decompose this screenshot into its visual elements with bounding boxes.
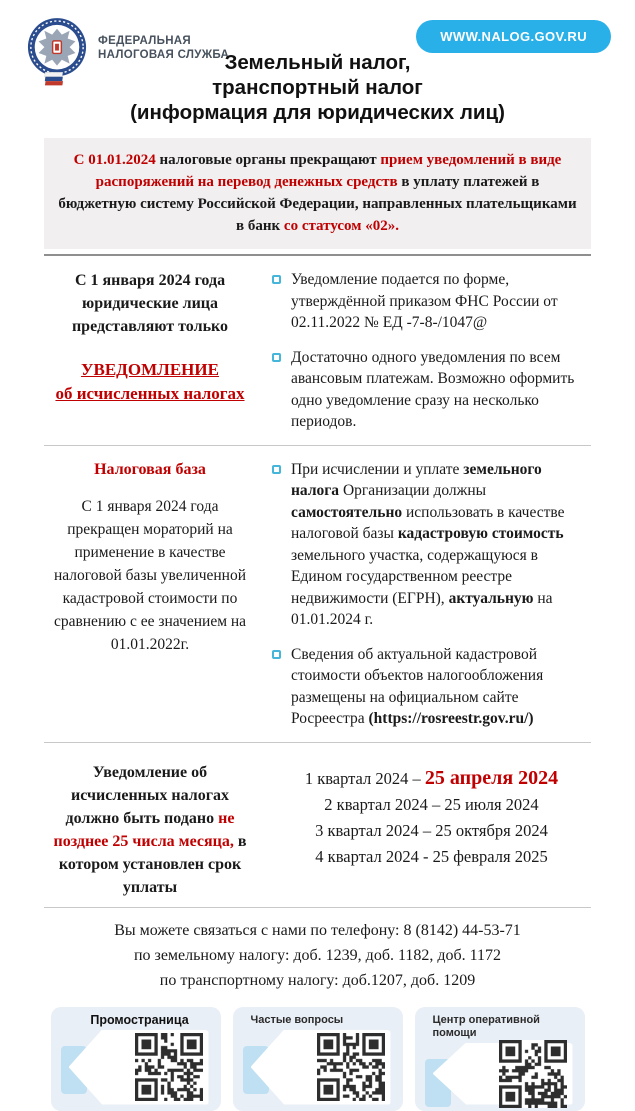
- tax-base-heading: Налоговая база: [94, 460, 206, 478]
- square-bullet-icon: [272, 465, 281, 474]
- qr-tag: [425, 1043, 575, 1105]
- qr-card-help-center: [415, 1007, 585, 1111]
- deadline-line: 3 квартал 2024 – 25 октября 2024: [315, 820, 548, 840]
- notice-banner: С 01.01.2024 налоговые органы прекращают прием уведомлений в виде распоряжений на перевод денежных средств в уплату платежей в бюджетную систему Российской Федерации, направленных плательщиками в банк со статусом «02».: [44, 138, 591, 249]
- deadline-line: 2 квартал 2024 – 25 июля 2024: [324, 794, 539, 814]
- bullet-text: При исчислении и уплате земельного налога Организации должны самостоятельно использовать в качестве налоговой базы кадастровую стоимость земельного участка, содержащуюся в Едином государственном реестре недвижимости (ЕГРН), актуальную на 01.01.2024 г.: [291, 460, 565, 628]
- contact-phone-line: Вы можете связаться с нами по телефону: 8 (8142) 44-53-71: [114, 921, 521, 939]
- contact-land-tax-line: по земельному налогу: доб. 1239, доб. 1182, доб. 1172: [133, 946, 502, 964]
- page-title-line1: Земельный налог,: [224, 51, 411, 74]
- qr-card-strip: [44, 1007, 591, 1111]
- notification-lead: С 1 января 2024 года юридические лица представляют только: [71, 272, 229, 335]
- page-header: [0, 0, 635, 134]
- contact-transport-tax-line: по транспортному налогу: доб.1207, доб. 1209: [159, 971, 476, 989]
- website-badge: WWW.NALOG.GOV.RU: [416, 20, 611, 53]
- highlight-line1: УВЕДОМЛЕНИЕ: [81, 360, 219, 379]
- page-title-line3: (информация для юридических лиц): [130, 101, 505, 124]
- deadlines-left-column: Уведомление об исчисленных налогах должно быть подано не позднее 25 числа месяца, в котором установлен срок уплаты: [53, 763, 247, 896]
- page-title-line2: транспортный налог: [212, 76, 423, 99]
- bullet-text: Достаточно одного уведомления по всем авансовым платежам. Возможно оформить одно уведомление сразу на несколько периодов.: [291, 348, 575, 430]
- qr-card-title: Центр оперативной помощи: [432, 1013, 540, 1039]
- tax-base-right-column: [256, 459, 591, 734]
- tax-base-body: С 1 января 2024 года прекращен мораторий на применение в качестве налоговой базы увеличенной кадастровой стоимости по сравнению с ее значением на 01.01.2022г.: [53, 497, 247, 653]
- square-bullet-icon: [272, 275, 281, 284]
- qr-card-promo: [51, 1007, 221, 1111]
- qr-card-faq: [233, 1007, 403, 1111]
- section-tax-base: [44, 446, 591, 742]
- deadline-line: 4 квартал 2024 - 25 февраля 2025: [315, 846, 548, 866]
- deadline-line: 1 квартал 2024 – 25 апреля 2024: [304, 766, 559, 789]
- square-bullet-icon: [272, 650, 281, 659]
- tax-base-left-column: [44, 459, 256, 734]
- qr-tag: [243, 1030, 393, 1105]
- bullet-item: [272, 347, 591, 433]
- bullet-text: Сведения об актуальной кадастровой стоимости объектов налогообложения размещены на официальном сайте Росреестра (https://rosreestr.gov.ru/): [291, 645, 544, 727]
- section-deadlines: [44, 743, 591, 907]
- qr-code: [317, 1033, 385, 1101]
- section-notification: [44, 256, 591, 445]
- agency-name-line2: НАЛОГОВАЯ СЛУЖБА: [98, 49, 230, 61]
- page-title: [0, 50, 635, 125]
- agency-name-line1: ФЕДЕРАЛЬНАЯ: [98, 35, 191, 47]
- bullet-item: [272, 269, 591, 334]
- notification-highlight: [44, 358, 256, 406]
- notification-right-column: [256, 269, 591, 437]
- bullet-text: Уведомление подается по форме, утверждённой приказом ФНС России от 02.11.2022 № ЕД -7-8-/1047@: [291, 271, 558, 331]
- qr-code: [135, 1033, 203, 1101]
- bullet-item: [272, 459, 591, 631]
- bullet-item: [272, 644, 591, 730]
- deadlines-list: [256, 761, 591, 899]
- notification-left-column: [44, 269, 256, 437]
- square-bullet-icon: [272, 353, 281, 362]
- qr-tag: [61, 1030, 211, 1105]
- qr-card-title: Промостраница: [90, 1012, 189, 1027]
- highlight-line2: об исчисленных налогах: [55, 384, 245, 403]
- divider: [44, 907, 591, 908]
- qr-card-title: Частые вопросы: [250, 1013, 344, 1026]
- qr-code: [499, 1040, 567, 1108]
- contact-block: [0, 918, 635, 993]
